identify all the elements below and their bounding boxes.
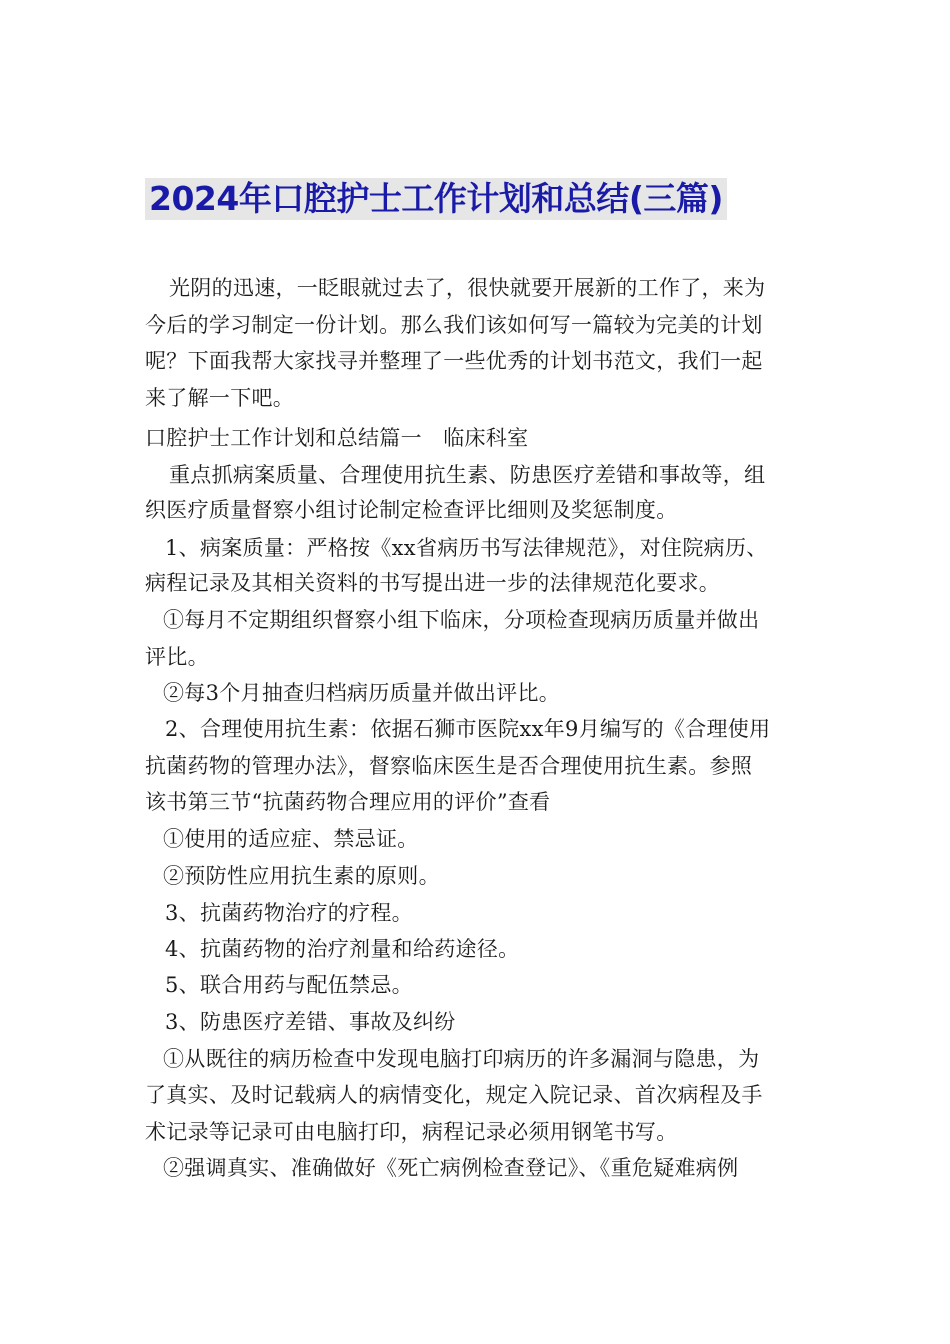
list-item: ①从既往的病历检查中发现电脑打印病历的许多漏洞与隐患，为: [163, 1047, 760, 1071]
list-item: ②每3个月抽查归档病历质量并做出评比。: [163, 681, 561, 705]
list-item: ②预防性应用抗生素的原则。: [163, 864, 440, 888]
list-item: 4、抗菌药物的治疗剂量和给药途径。: [165, 937, 520, 961]
paragraph-line: 了真实、及时记载病人的病情变化，规定入院记录、首次病程及手: [145, 1083, 763, 1107]
list-item: 3、防患医疗差错、事故及纠纷: [165, 1010, 456, 1034]
paragraph-line: 重点抓病案质量、合理使用抗生素、防患医疗差错和事故等，组: [169, 463, 766, 487]
paragraph-line: 术记录等记录可由电脑打印，病程记录必须用钢笔书写。: [145, 1120, 678, 1144]
list-item: 2、合理使用抗生素：依据石狮市医院xx年9月编写的《合理使用: [165, 717, 771, 741]
paragraph-line: 抗菌药物的管理办法》，督察临床医生是否合理使用抗生素。参照: [145, 754, 753, 778]
paragraph-line: 该书第三节“抗菌药物合理应用的评价”查看: [145, 790, 551, 814]
paragraph-line: 来了解一下吧。: [145, 386, 295, 410]
list-item: ①每月不定期组织督察小组下临床，分项检查现病历质量并做出: [163, 608, 760, 632]
document-title: 2024年口腔护士工作计划和总结(三篇): [145, 178, 727, 220]
paragraph-line: 织医疗质量督察小组讨论制定检查评比细则及奖惩制度。: [145, 498, 678, 522]
paragraph-line: 病程记录及其相关资料的书写提出进一步的法律规范化要求。: [145, 571, 721, 595]
paragraph-line: 光阴的迅速，一眨眼就过去了，很快就要开展新的工作了，来为: [169, 276, 766, 300]
paragraph-line: 今后的学习制定一份计划。那么我们该如何写一篇较为完美的计划: [145, 313, 763, 337]
list-item: ②强调真实、准确做好《死亡病例检查登记》、《重危疑难病例: [163, 1156, 739, 1180]
list-item: 5、联合用药与配伍禁忌。: [165, 973, 413, 997]
paragraph-line: 评比。: [145, 645, 209, 669]
section-heading: 口腔护士工作计划和总结篇一 临床科室: [145, 426, 529, 450]
list-item: ①使用的适应症、禁忌证。: [163, 827, 419, 851]
paragraph-line: 呢？下面我帮大家找寻并整理了一些优秀的计划书范文，我们一起: [145, 349, 763, 373]
list-item: 3、抗菌药物治疗的疗程。: [165, 901, 413, 925]
list-item: 1、病案质量：严格按《xx省病历书写法律规范》，对住院病历、: [165, 536, 768, 560]
